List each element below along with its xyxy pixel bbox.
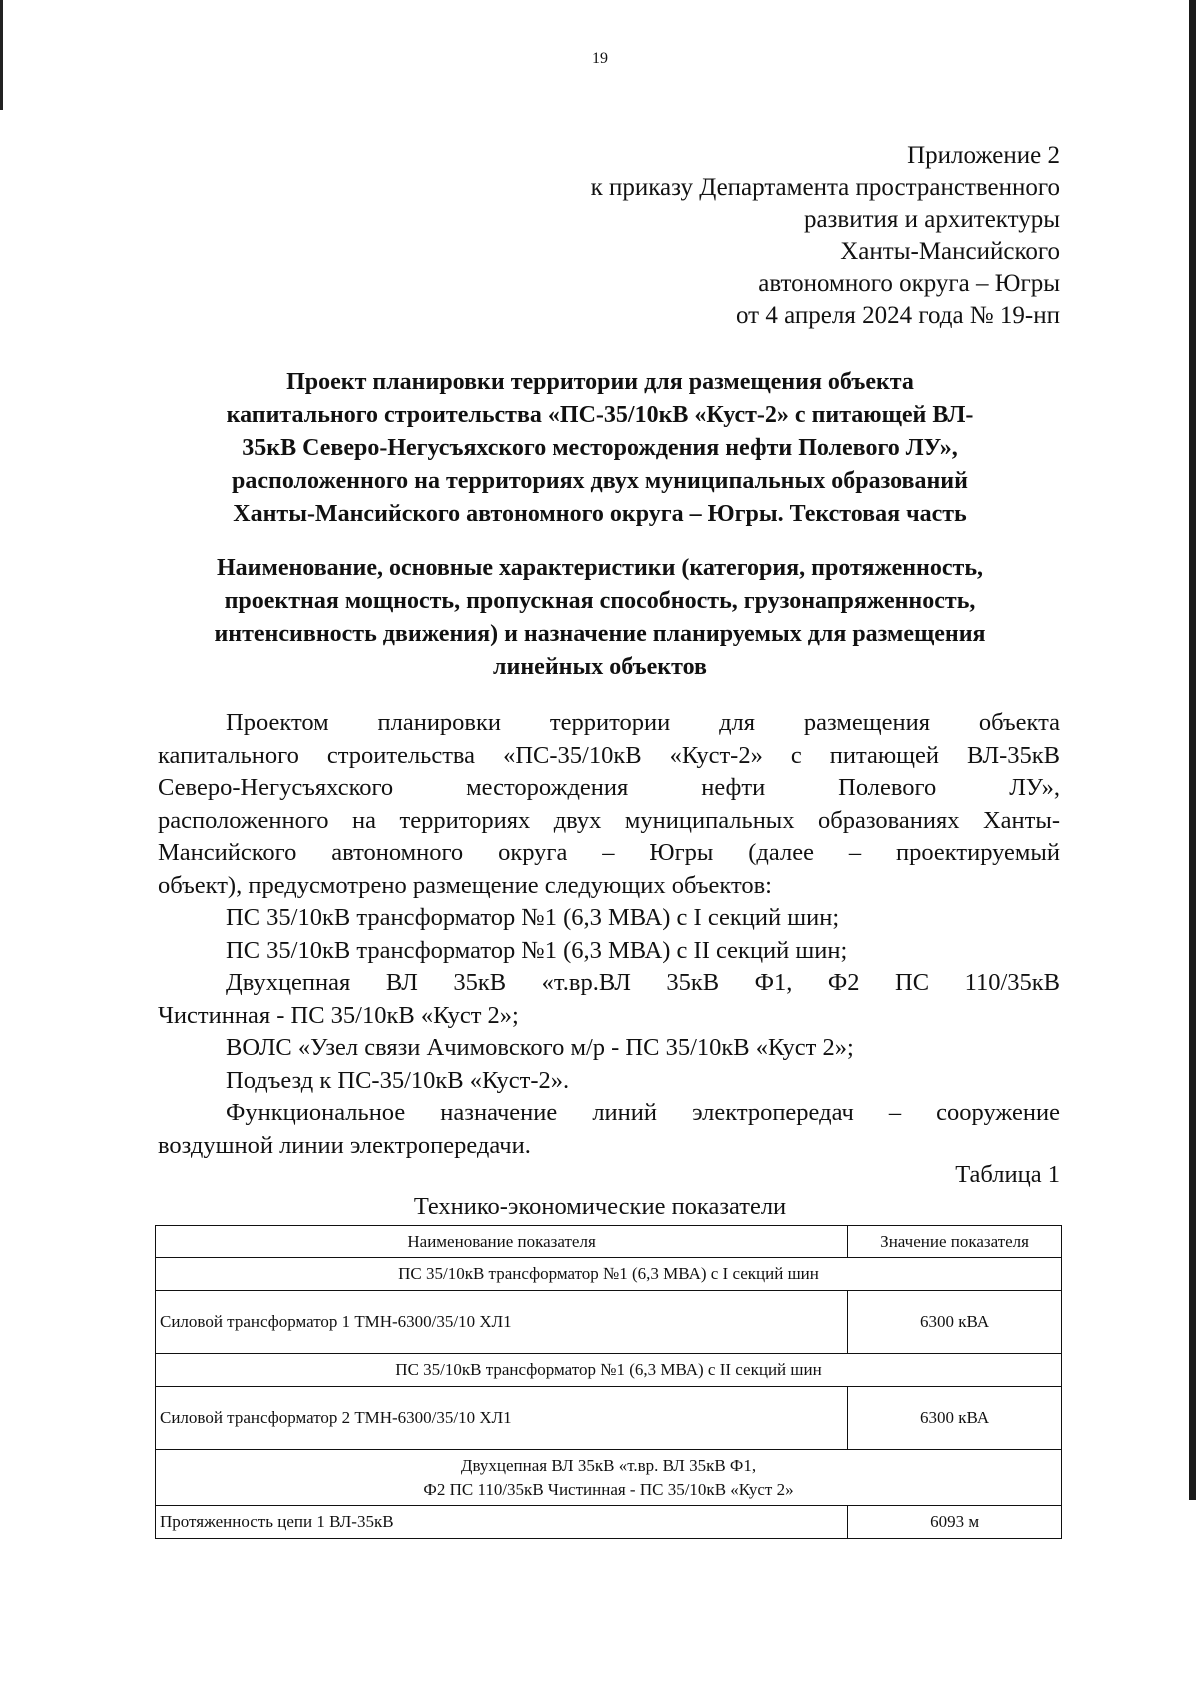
title-line: Проект планировки территории для размещения объекта	[286, 369, 914, 395]
body-line: Проектом планировки территории для размещения объекта	[226, 709, 1060, 736]
approval-line: Ханты-Мансийского	[840, 238, 1060, 265]
group-cell: ПС 35/10кВ трансформатор №1 (6,3 МВА) с II секций шин	[156, 1354, 1062, 1387]
title-line: 35кВ Северо-Негусъяхского месторождения нефти Полевого ЛУ»,	[242, 435, 958, 461]
list-item: Чистинная - ПС 35/10кВ «Куст 2»;	[158, 1001, 519, 1029]
approval-line: Приложение 2	[907, 142, 1060, 169]
group-cell: ПС 35/10кВ трансформатор №1 (6,3 МВА) с I секций шин	[156, 1258, 1062, 1291]
indicator-name-cell: Силовой трансформатор 1 ТМН-6300/35/10 ХЛ1	[156, 1291, 848, 1354]
table-row	[156, 1387, 1062, 1450]
scan-edge-right	[1189, 0, 1196, 1500]
table-group-row	[156, 1354, 1062, 1387]
section-heading	[150, 552, 1050, 684]
table-group-row	[156, 1450, 1062, 1506]
section-line: линейных объектов	[493, 654, 707, 680]
table-header-row	[156, 1226, 1062, 1258]
indicator-value-cell: 6300 кВА	[848, 1387, 1062, 1450]
table-row	[156, 1291, 1062, 1354]
section-line: проектная мощность, пропускная способность, грузонапряженность,	[224, 588, 976, 614]
body-line: Мансийского автономного округа – Югры (далее – проектируемый	[158, 839, 1060, 866]
list-item: Подъезд к ПС-35/10кВ «Куст-2».	[226, 1066, 570, 1094]
approval-line: к приказу Департамента пространственного	[590, 174, 1060, 201]
indicator-value-cell: 6300 кВА	[848, 1291, 1062, 1354]
body-line: Функциональное назначение линий электропередач – сооружение	[226, 1099, 1060, 1126]
title-line: капитального строительства «ПС-35/10кВ «Куст-2» с питающей ВЛ-	[226, 402, 974, 428]
page-number: 19	[592, 50, 608, 67]
group-cell-line: Двухцепная ВЛ 35кВ «т.вр. ВЛ 35кВ Ф1,	[460, 1455, 757, 1475]
column-header-name: Наименование показателя	[156, 1226, 848, 1258]
title-line: расположенного на территориях двух муниципальных образований	[232, 468, 968, 494]
group-cell	[156, 1450, 1062, 1506]
indicator-name-cell: Силовой трансформатор 2 ТМН-6300/35/10 ХЛ1	[156, 1387, 848, 1450]
body-line: расположенного на территориях двух муниципальных образованиях Ханты-	[158, 806, 1060, 834]
body-line: капитального строительства «ПС-35/10кВ «Куст-2» с питающей ВЛ-35кВ	[158, 741, 1060, 769]
group-cell-line: Ф2 ПС 110/35кВ Чистинная - ПС 35/10кВ «Куст 2»	[423, 1479, 794, 1499]
column-header-value: Значение показателя	[848, 1226, 1062, 1258]
indicator-value-cell: 6093 м	[848, 1506, 1062, 1539]
section-line: Наименование, основные характеристики (категория, протяженность,	[216, 555, 984, 581]
approval-line: от 4 апреля 2024 года № 19-нп	[736, 302, 1060, 329]
approval-line: развития и архитектуры	[803, 206, 1060, 233]
list-item: ПС 35/10кВ трансформатор №1 (6,3 МВА) с II секций шин;	[226, 936, 848, 964]
document-title	[150, 366, 1050, 531]
table-row	[156, 1506, 1062, 1539]
list-item: ПС 35/10кВ трансформатор №1 (6,3 МВА) с I секций шин;	[226, 904, 840, 931]
section-line: интенсивность движения) и назначение планируемых для размещения	[214, 621, 986, 647]
body-line: воздушной линии электропередачи.	[158, 1131, 531, 1159]
table-number: Таблица 1	[955, 1161, 1060, 1188]
title-line: Ханты-Мансийского автономного округа – Югры. Текстовая часть	[233, 501, 967, 527]
list-item: Двухцепная ВЛ 35кВ «т.вр.ВЛ 35кВ Ф1, Ф2 ПС 110/35кВ	[226, 969, 1060, 996]
table-title: Технико-экономические показатели	[413, 1193, 787, 1220]
indicators-table	[155, 1225, 1062, 1539]
approval-line: автономного округа – Югры	[758, 270, 1060, 297]
body-text	[158, 707, 1060, 1162]
table-group-row	[156, 1258, 1062, 1291]
approval-block	[591, 140, 1060, 332]
body-line: объект), предусмотрено размещение следующих объектов:	[158, 871, 772, 899]
list-item: ВОЛС «Узел связи Ачимовского м/р - ПС 35/10кВ «Куст 2»;	[226, 1034, 854, 1061]
indicator-name-cell: Протяженность цепи 1 ВЛ-35кВ	[156, 1506, 848, 1539]
body-line: Северо-Негусъяхского месторождения нефти Полевого ЛУ»,	[158, 774, 1060, 801]
